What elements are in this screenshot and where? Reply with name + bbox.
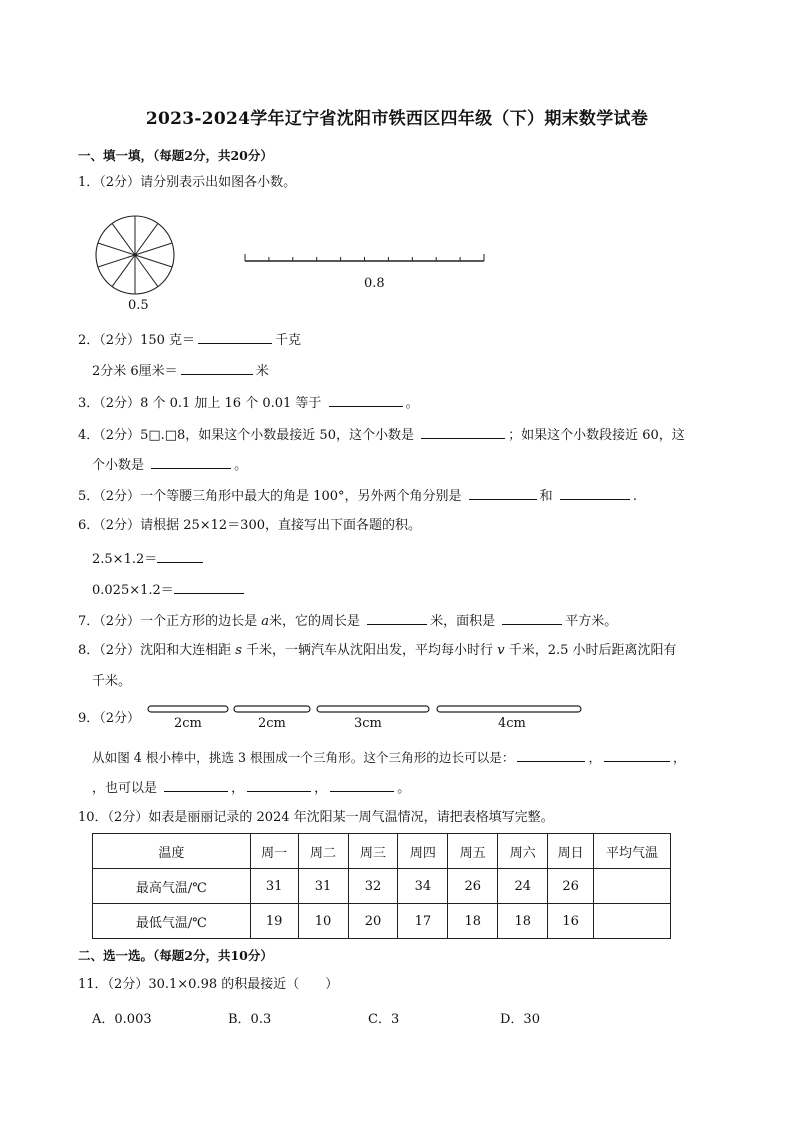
question-text: 千米，2.5 小时后距离沈阳有 [508, 643, 677, 658]
question-text: 一个等腰三角形中最大的角是 100°，另外两个角分别是 [140, 489, 462, 504]
question-text: 米，面积是 [430, 614, 496, 629]
question-text: 5□.□8，如果这个小数最接近 50，这个小数是 [140, 428, 414, 443]
question-text: 如表是丽丽记录的 2024 年沈阳某一周气温情况，请把表格填写完整。 [148, 810, 554, 825]
table-cell: 18 [448, 904, 498, 939]
stick-2 [234, 706, 310, 712]
question-score: （2分） [99, 711, 141, 726]
question-4 [78, 424, 685, 446]
question-score: （2分） [99, 614, 141, 629]
punctuation: . [632, 489, 637, 504]
variable-a: a [261, 614, 269, 629]
circle-label: 0.5 [128, 298, 149, 313]
table-header: 周三 [348, 834, 398, 869]
table-header: 温度 [93, 834, 251, 869]
punctuation: 。 [397, 781, 411, 796]
answer-blank[interactable] [517, 747, 585, 762]
punctuation: ， [588, 750, 602, 765]
question-3 [78, 392, 419, 414]
question-8 [78, 641, 677, 661]
table-cell: 32 [348, 869, 398, 904]
question-text: 千米。 [92, 674, 132, 689]
option-d[interactable]: D．30 [500, 1012, 540, 1027]
question-text: 个小数是 [92, 458, 145, 473]
question-9-line-3 [92, 777, 410, 799]
question-text: 沈阳和大连相距 [140, 643, 232, 658]
punctuation: 。 [234, 458, 248, 473]
question-score: （2分） [107, 810, 149, 825]
stick-label: 2cm [174, 716, 202, 731]
temperature-table [92, 833, 671, 939]
number-line-tenths [245, 254, 484, 261]
table-header: 周五 [448, 834, 498, 869]
question-9-text [92, 747, 686, 768]
table-header: 平均气温 [594, 834, 671, 869]
variable-s: s [235, 643, 242, 658]
table-cell: 20 [348, 904, 398, 939]
punctuation: ， [231, 781, 245, 796]
punctuation: ， [314, 781, 328, 796]
question-text: 150 克＝ [140, 333, 196, 348]
question-2-part-b [92, 360, 269, 382]
table-cell: 16 [548, 904, 594, 939]
question-text: ；如果这个小数段接近 60，这 [508, 428, 685, 443]
question-score: （2分） [99, 518, 141, 533]
ruler-figure [240, 250, 490, 266]
question-10 [78, 808, 554, 828]
stick-label: 4cm [498, 716, 526, 731]
option-b[interactable]: B．0.3 [228, 1012, 272, 1027]
answer-blank[interactable] [367, 610, 427, 625]
question-number: 9． [78, 711, 100, 726]
answer-blank[interactable] [604, 747, 670, 762]
table-cell: 26 [548, 869, 594, 904]
question-text: 2分米 6厘米＝ [92, 364, 178, 379]
question-text: 0.025×1.2＝ [92, 583, 174, 598]
question-9 [78, 709, 140, 729]
answer-blank[interactable] [329, 392, 403, 407]
question-number: 1． [78, 175, 100, 190]
table-header: 周一 [250, 834, 298, 869]
question-text: 8 个 0.1 加上 16 个 0.01 等于 [140, 396, 322, 411]
table-cell: 17 [398, 904, 448, 939]
question-score: （2分） [99, 489, 141, 504]
row-label: 最高气温/℃ [93, 869, 251, 904]
table-header: 周二 [298, 834, 348, 869]
circle-figure [94, 214, 176, 296]
question-text: 米，它的周长是 [268, 614, 360, 629]
question-text: 一个正方形的边长是 [140, 614, 258, 629]
question-7 [78, 610, 617, 632]
question-score: （2分） [99, 175, 141, 190]
answer-blank[interactable] [198, 329, 272, 344]
question-text: 请根据 25×12＝300，直接写出下面各题的积。 [140, 518, 421, 533]
table-cell: 24 [498, 869, 548, 904]
table-cell: 26 [448, 869, 498, 904]
punctuation: 。 [405, 396, 419, 411]
answer-blank[interactable] [421, 424, 505, 439]
ruler-label: 0.8 [364, 276, 385, 291]
table-cell: 18 [498, 904, 548, 939]
variable-v: v [497, 643, 505, 658]
table-cell: 19 [250, 904, 298, 939]
question-number: 4． [78, 428, 100, 443]
question-number: 2． [78, 333, 100, 348]
answer-blank[interactable] [330, 777, 394, 792]
question-number: 10． [78, 810, 108, 825]
answer-blank[interactable] [174, 579, 244, 594]
circle-divided-tenths [96, 216, 174, 294]
question-text: 和 [539, 489, 553, 504]
punctuation: ， [673, 750, 686, 765]
stick-3 [317, 706, 429, 712]
question-4-line-2 [92, 454, 247, 476]
table-cell: 10 [298, 904, 348, 939]
sticks-figure [146, 703, 586, 715]
table-header-row [93, 834, 671, 869]
question-text: 30.1×0.98 的积最接近（ ） [148, 977, 339, 992]
answer-blank[interactable] [560, 485, 630, 500]
question-text: 平方米。 [565, 614, 618, 629]
question-6-part-a [92, 548, 206, 570]
question-number: 6． [78, 518, 100, 533]
answer-blank[interactable] [469, 485, 537, 500]
stick-label: 2cm [258, 716, 286, 731]
answer-blank[interactable] [151, 454, 231, 469]
exam-title: 2023-2024学年辽宁省沈阳市铁西区四年级（下）期末数学试卷 [145, 109, 649, 129]
section-heading-multiple-choice: 二、选一选。（每题2分，共10分） [78, 948, 273, 963]
question-text: 请分别表示出如图各小数。 [140, 175, 297, 190]
stick-label: 3cm [354, 716, 382, 731]
row-label: 最低气温/℃ [93, 904, 251, 939]
table-cell: 31 [250, 869, 298, 904]
answer-blank[interactable] [157, 548, 203, 563]
table-header: 周六 [498, 834, 548, 869]
question-score: （2分） [99, 428, 141, 443]
table-cell: 31 [298, 869, 348, 904]
question-number: 11． [78, 977, 108, 992]
question-text: ，也可以是 [92, 781, 158, 796]
option-a[interactable]: A．0.003 [92, 1012, 152, 1027]
question-text: 千米，一辆汽车从沈阳出发，平均每小时行 [246, 643, 494, 658]
unit-text: 千克 [275, 333, 302, 348]
average-answer-cell[interactable] [594, 904, 671, 939]
question-score: （2分） [107, 977, 149, 992]
question-number: 3． [78, 396, 100, 411]
section-heading-fill-in: 一、填一填，（每题2分，共20分） [78, 148, 273, 163]
question-6 [78, 516, 421, 536]
answer-blank[interactable] [181, 360, 253, 375]
question-number: 8． [78, 643, 100, 658]
question-5 [78, 485, 637, 507]
average-answer-cell[interactable] [594, 869, 671, 904]
unit-text: 米 [255, 364, 269, 379]
question-1 [78, 173, 296, 193]
question-text: 从如图 4 根小棒中，挑选 3 根围成一个三角形。这个三角形的边长可以是： [92, 750, 515, 765]
stick-4 [437, 706, 581, 712]
table-row-high [93, 869, 671, 904]
question-score: （2分） [99, 643, 141, 658]
question-11 [78, 975, 338, 995]
question-text: 2.5×1.2＝ [92, 552, 158, 567]
question-score: （2分） [99, 396, 141, 411]
question-8-line-2 [92, 672, 131, 692]
table-cell: 34 [398, 869, 448, 904]
answer-blank[interactable] [164, 777, 228, 792]
question-number: 7． [78, 614, 100, 629]
question-2 [78, 329, 301, 351]
stick-1 [148, 706, 228, 712]
answer-blank[interactable] [502, 610, 562, 625]
table-header: 周四 [398, 834, 448, 869]
table-header: 周日 [548, 834, 594, 869]
question-6-part-b [92, 579, 247, 601]
question-score: （2分） [99, 333, 141, 348]
option-c[interactable]: C．3 [368, 1012, 400, 1027]
answer-blank[interactable] [247, 777, 311, 792]
table-row-low [93, 904, 671, 939]
question-number: 5． [78, 489, 100, 504]
